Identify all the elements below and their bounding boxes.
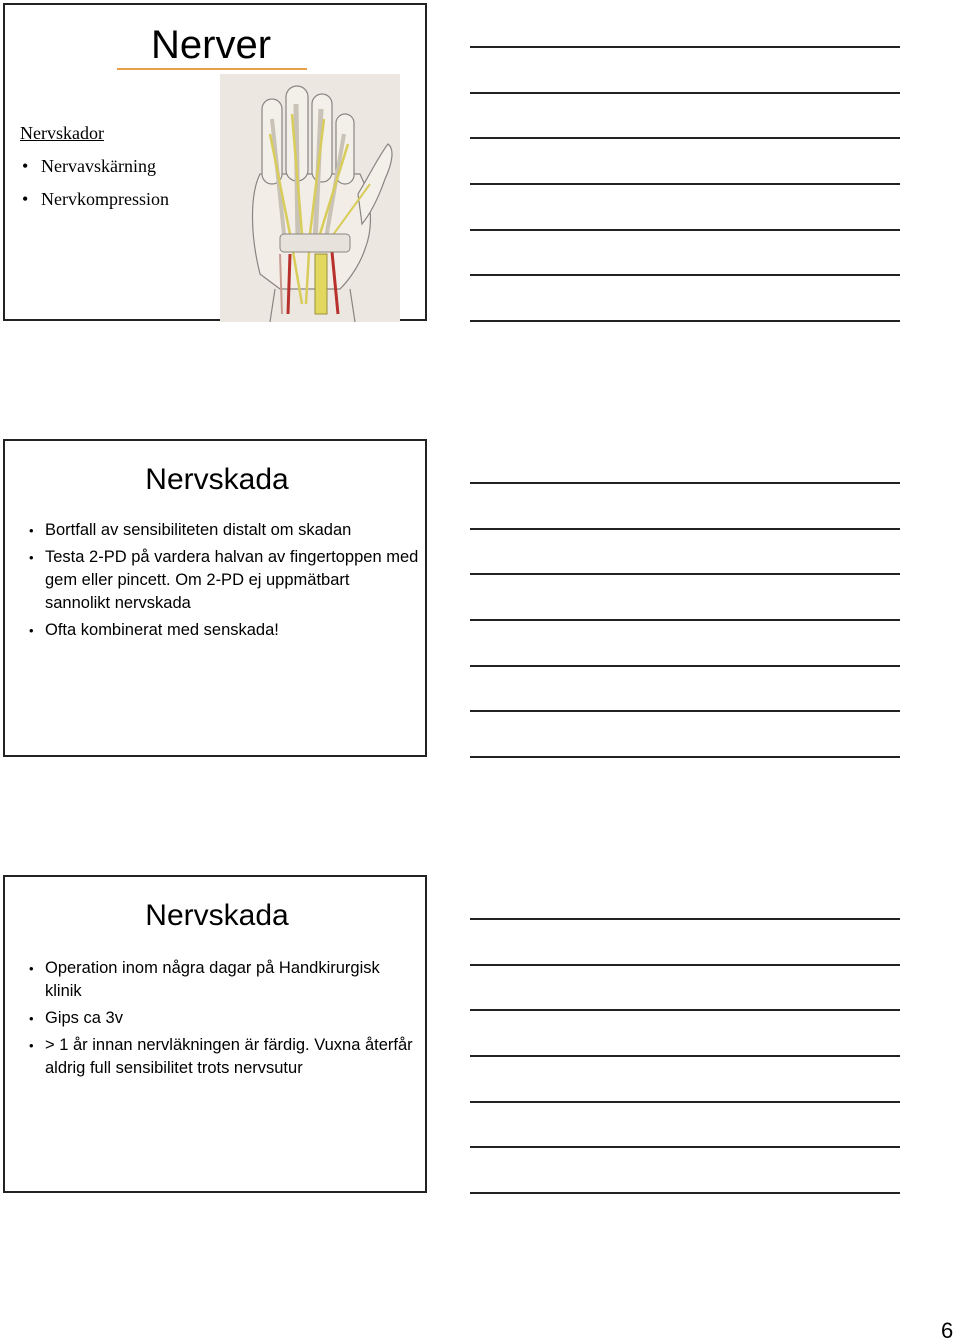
page-number: 6 (941, 1318, 954, 1343)
note-line (470, 1101, 900, 1103)
slide-2 (3, 439, 427, 757)
note-line (470, 964, 900, 966)
note-line (470, 46, 900, 48)
slide-title: Nervskada (145, 899, 289, 932)
section-heading: Nervskador (20, 123, 104, 143)
list-item: • > 1 år innan nervläkningen är färdig. Vuxna återfår aldrig full sensibilitet trots nervsutur (29, 1034, 419, 1080)
slide-content (20, 123, 169, 222)
list-item: • Bortfall av sensibiliteten distalt om skadan (29, 519, 419, 542)
note-line (470, 137, 900, 139)
list-item: • Operation inom några dagar på Handkirurgisk klinik (29, 957, 419, 1003)
note-line (470, 665, 900, 667)
title-underline (117, 68, 307, 70)
note-line (470, 528, 900, 530)
list-item: • Gips ca 3v (29, 1007, 419, 1030)
note-line (470, 1192, 900, 1194)
note-line (470, 573, 900, 575)
list-item: • Nervkompression (20, 189, 169, 210)
note-line (470, 92, 900, 94)
note-line (470, 1055, 900, 1057)
note-line (470, 229, 900, 231)
list-item: • Nervavskärning (20, 156, 169, 177)
hand-illustration (220, 74, 400, 322)
bullet-list (29, 957, 419, 1084)
note-line (470, 482, 900, 484)
bullet-list (29, 519, 419, 646)
note-line (470, 274, 900, 276)
list-item: • Testa 2-PD på vardera halvan av fingertoppen med gem eller pincett. Om 2-PD ej uppmätbart sannolikt nervskada (29, 546, 419, 615)
note-line (470, 619, 900, 621)
note-line (470, 756, 900, 758)
note-line (470, 1009, 900, 1011)
list-item: • Ofta kombinerat med senskada! (29, 619, 419, 642)
slide-3 (3, 875, 427, 1193)
slide-1 (3, 3, 427, 321)
note-line (470, 1146, 900, 1148)
slide-title: Nervskada (145, 463, 289, 496)
note-line (470, 918, 900, 920)
note-line (470, 710, 900, 712)
note-line (470, 183, 900, 185)
hand-anatomy-image (220, 74, 400, 322)
note-line (470, 320, 900, 322)
slide-title: Nerver (151, 23, 272, 67)
bullet-list (20, 156, 169, 210)
